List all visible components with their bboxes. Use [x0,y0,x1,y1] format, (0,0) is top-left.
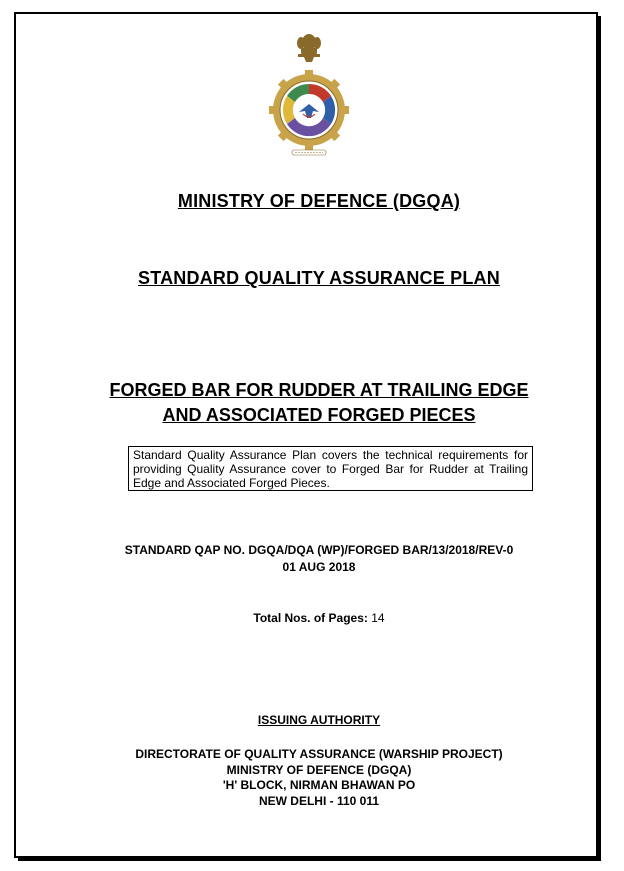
subject-title-line-2: AND ASSOCIATED FORGED PIECES [162,405,476,425]
subject-title-line-1: FORGED BAR FOR RUDDER AT TRAILING EDGE [109,380,529,400]
total-pages-label: Total Nos. of Pages: [253,611,368,625]
subject-title [14,378,624,428]
total-pages-value: 14 [371,611,385,625]
authority-line-block: 'H' BLOCK, NIRMAN BHAWAN PO [222,778,416,792]
issuing-authority-address [14,747,624,809]
page-border-shadow-bottom [18,858,601,861]
total-pages [14,611,624,626]
authority-line-city: NEW DELHI - 110 011 [258,793,380,808]
ministry-title: MINISTRY OF DEFENCE (DGQA) [177,191,461,211]
qap-number: STANDARD QAP NO. DGQA/DQA (WP)/FORGED BAR/13/2018/REV-0 [124,543,514,557]
authority-line-ministry: MINISTRY OF DEFENCE (DGQA) [226,762,412,777]
summary-box: Standard Quality Assurance Plan covers the technical requirements for providing Quality Assurance cover to Forged Bar for Rudder at Trailing Edge and Associated Forged Pieces. [128,446,533,491]
authority-line-directorate: DIRECTORATE OF QUALITY ASSURANCE (WARSHIP PROJECT) [135,747,503,761]
qap-date: 01 AUG 2018 [282,560,356,574]
dgqa-emblem-icon [268,30,350,160]
issuing-authority-heading: ISSUING AUTHORITY [257,713,381,727]
page-border-shadow-right [598,16,601,861]
plan-title: STANDARD QUALITY ASSURANCE PLAN [138,268,500,288]
